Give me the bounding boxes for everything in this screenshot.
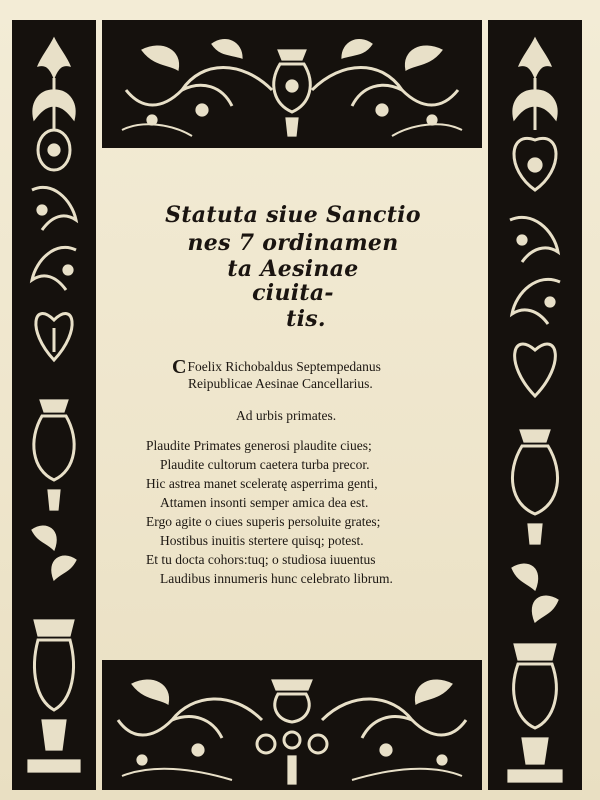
poem-line-4: Attamen insonti semper amica dea est.	[160, 495, 369, 510]
address-line: Ad urbis primates.	[236, 408, 337, 423]
paragraph-mark-icon: C	[172, 356, 187, 378]
title-line-1: Statuta siue Sanctio	[165, 202, 421, 228]
poem-line-8: Laudibus innumeris hunc celebrato librum.	[160, 571, 393, 586]
poem-line-6: Hostibus inuitis stertere quisq; potest.	[160, 533, 364, 548]
poem-line-5: Ergo agite o ciues superis persoluite grates;	[146, 514, 381, 529]
top-ornamental-border	[102, 20, 482, 148]
top-border-ornament	[102, 20, 482, 148]
right-ornamental-border	[488, 20, 582, 790]
title-line-2: nes 7 ordinamen	[187, 230, 399, 256]
poem-line-7: Et tu docta cohors:tuq; o studiosa iuuentus	[146, 552, 376, 567]
poem-line-3: Hic astrea manet sceleratę asperrima genti,	[146, 476, 378, 491]
title-page-text	[102, 152, 484, 656]
right-border-ornament	[488, 20, 582, 790]
dedication-line-2: Reipublicae Aesinae Cancellarius.	[188, 376, 373, 391]
left-ornamental-border	[12, 20, 96, 790]
title-line-5: tis.	[286, 306, 326, 332]
title-line-4: ciuita-	[252, 280, 334, 306]
bottom-ornamental-border	[102, 660, 482, 790]
dedication-text-1: Foelix Richobaldus Septempedanus	[187, 359, 381, 374]
poem-line-1: Plaudite Primates generosi plaudite ciues;	[146, 438, 372, 453]
bottom-border-ornament	[102, 660, 482, 790]
left-border-ornament	[12, 20, 96, 790]
poem-line-2: Plaudite cultorum caetera turba precor.	[160, 457, 370, 472]
title-line-3: ta Aesinae	[227, 256, 359, 282]
